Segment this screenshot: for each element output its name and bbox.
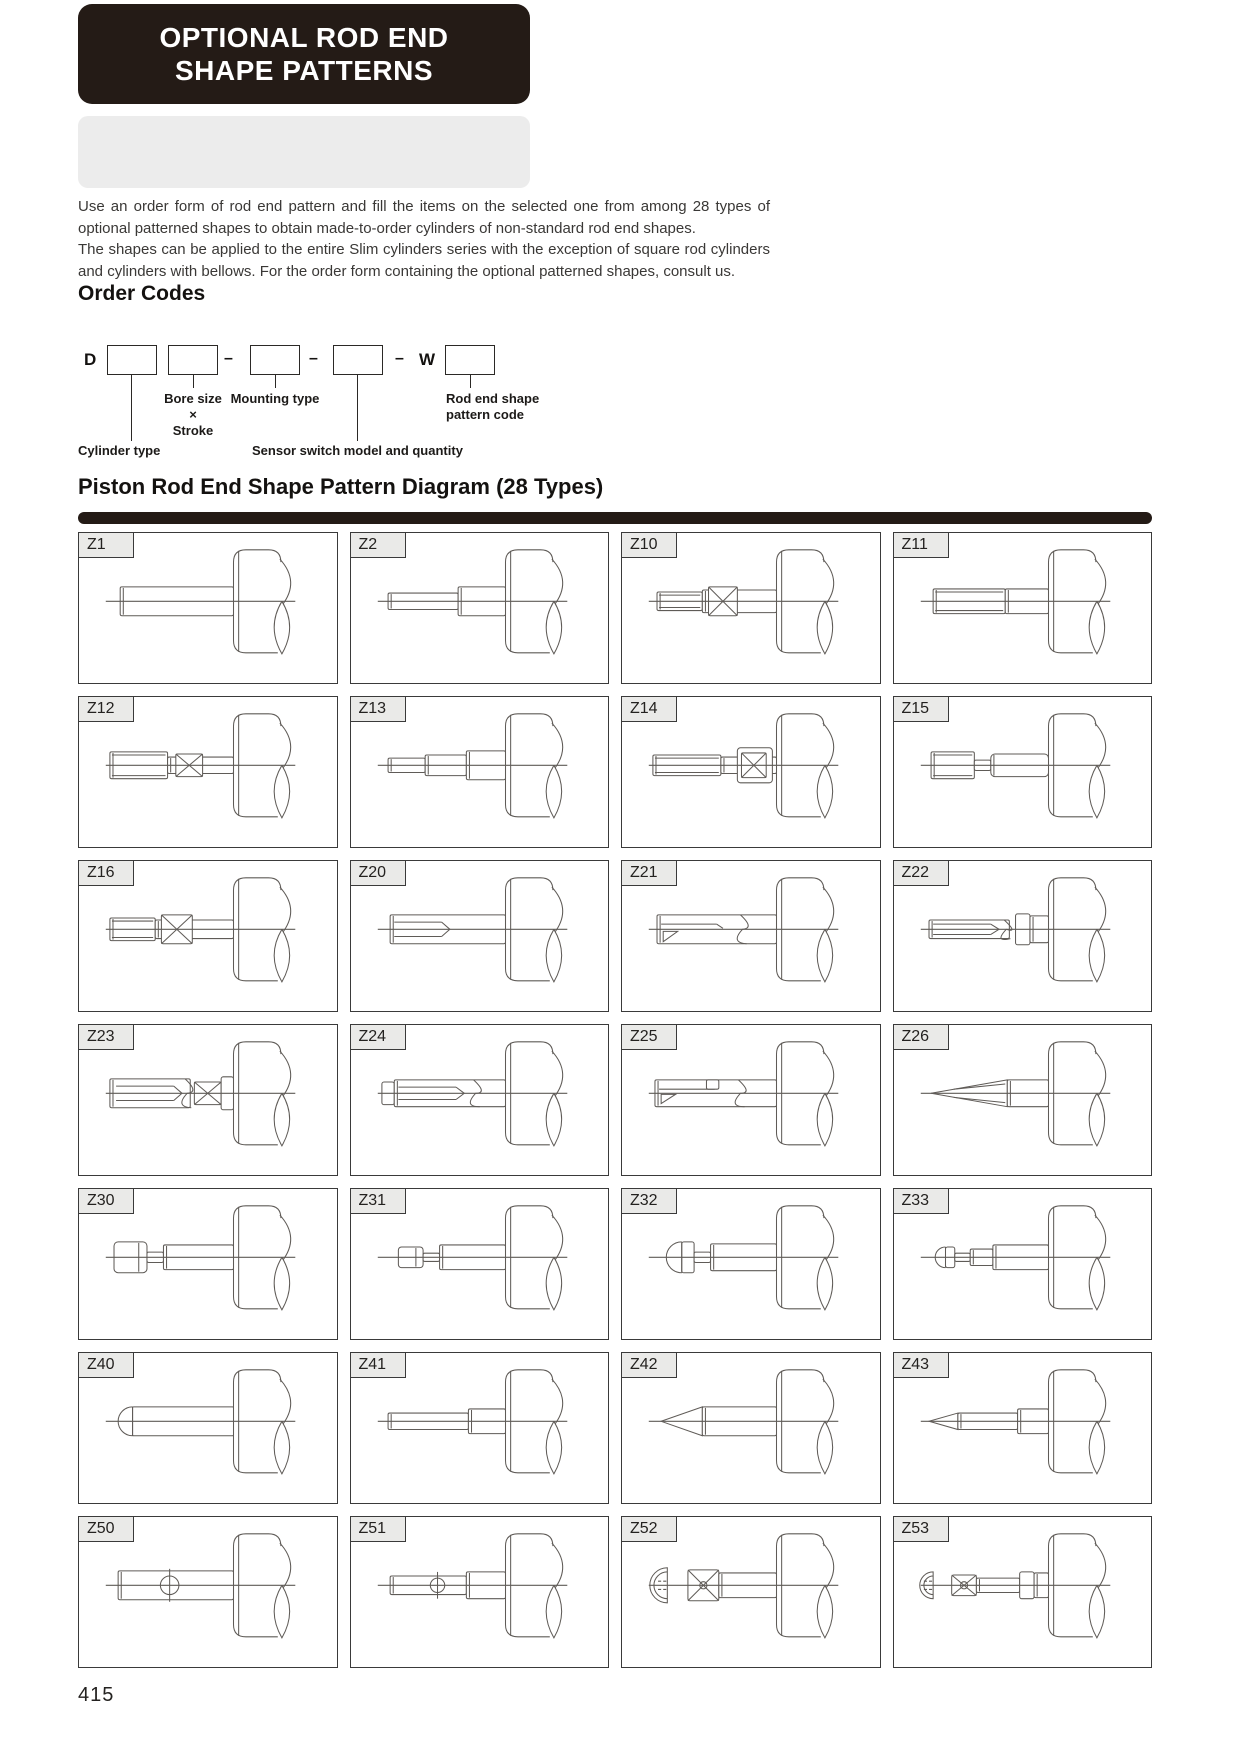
pattern-code-label: Z22 bbox=[893, 860, 949, 886]
pattern-cell-z14 bbox=[621, 696, 881, 848]
pattern-cell-z22 bbox=[893, 860, 1153, 1012]
pattern-code-label: Z43 bbox=[893, 1352, 949, 1378]
order-code-box-sensor-switch bbox=[333, 345, 383, 375]
intro-text bbox=[78, 196, 770, 282]
pattern-cell-z24 bbox=[350, 1024, 610, 1176]
pattern-code-label: Z16 bbox=[78, 860, 134, 886]
connector-line-rod-end bbox=[470, 375, 471, 388]
pattern-code-label: Z40 bbox=[78, 1352, 134, 1378]
connector-line-sensor-switch bbox=[357, 375, 358, 441]
page-title-line1: OPTIONAL ROD END bbox=[159, 22, 449, 53]
connector-line-mounting-type bbox=[275, 375, 276, 388]
pattern-code-label: Z26 bbox=[893, 1024, 949, 1050]
pattern-code-label: Z50 bbox=[78, 1516, 134, 1542]
pattern-code-label: Z14 bbox=[621, 696, 677, 722]
pattern-cell-z12 bbox=[78, 696, 338, 848]
pattern-code-label: Z11 bbox=[893, 532, 949, 558]
order-code-box-mounting-type bbox=[250, 345, 300, 375]
pattern-code-label: Z20 bbox=[350, 860, 406, 886]
page-title-box bbox=[78, 4, 530, 104]
pattern-code-label: Z51 bbox=[350, 1516, 406, 1542]
separator-dash-2: – bbox=[309, 350, 318, 367]
pattern-code-label: Z21 bbox=[621, 860, 677, 886]
pattern-cell-z31 bbox=[350, 1188, 610, 1340]
pattern-cell-z53 bbox=[893, 1516, 1153, 1668]
label-sensor-switch: Sensor switch model and quantity bbox=[252, 443, 463, 458]
pattern-cell-z21 bbox=[621, 860, 881, 1012]
pattern-code-label: Z30 bbox=[78, 1188, 134, 1214]
label-stroke: Stroke bbox=[172, 423, 214, 438]
order-codes-diagram bbox=[78, 345, 598, 470]
order-code-prefix-letter: D bbox=[84, 350, 97, 369]
label-rod-end-shape-line2: pattern code bbox=[446, 407, 525, 422]
header-blank-panel bbox=[78, 116, 530, 188]
pattern-code-label: Z10 bbox=[621, 532, 677, 558]
pattern-cell-z2 bbox=[350, 532, 610, 684]
pattern-code-label: Z42 bbox=[621, 1352, 677, 1378]
order-code-suffix-letter: W bbox=[419, 350, 436, 369]
pattern-code-label: Z52 bbox=[621, 1516, 677, 1542]
pattern-cell-z16 bbox=[78, 860, 338, 1012]
pattern-cell-z20 bbox=[350, 860, 610, 1012]
pattern-cell-z30 bbox=[78, 1188, 338, 1340]
page-title-line2: SHAPE PATTERNS bbox=[175, 55, 433, 86]
pattern-cell-z43 bbox=[893, 1352, 1153, 1504]
pattern-cell-z51 bbox=[350, 1516, 610, 1668]
order-code-box-rod-end-pattern bbox=[445, 345, 495, 375]
pattern-cell-z50 bbox=[78, 1516, 338, 1668]
pattern-cell-z11 bbox=[893, 532, 1153, 684]
pattern-code-label: Z31 bbox=[350, 1188, 406, 1214]
pattern-code-label: Z33 bbox=[893, 1188, 949, 1214]
connector-line-bore-stroke bbox=[193, 375, 194, 388]
pattern-code-label: Z23 bbox=[78, 1024, 134, 1050]
pattern-code-label: Z12 bbox=[78, 696, 134, 722]
pattern-cell-z33 bbox=[893, 1188, 1153, 1340]
pattern-cell-z15 bbox=[893, 696, 1153, 848]
pattern-code-label: Z41 bbox=[350, 1352, 406, 1378]
pattern-diagram-heading: Piston Rod End Shape Pattern Diagram (28 Types) bbox=[78, 474, 604, 499]
pattern-cell-z52 bbox=[621, 1516, 881, 1668]
pattern-code-label: Z32 bbox=[621, 1188, 677, 1214]
order-codes-heading: Order Codes bbox=[78, 282, 206, 305]
pattern-cell-z41 bbox=[350, 1352, 610, 1504]
separator-dash-3: – bbox=[395, 350, 404, 367]
pattern-cell-z32 bbox=[621, 1188, 881, 1340]
pattern-code-label: Z24 bbox=[350, 1024, 406, 1050]
label-bore-size: Bore size bbox=[164, 391, 222, 406]
pattern-cell-z42 bbox=[621, 1352, 881, 1504]
pattern-code-label: Z2 bbox=[350, 532, 406, 558]
pattern-grid bbox=[78, 532, 1152, 1668]
pattern-cell-z23 bbox=[78, 1024, 338, 1176]
label-mounting-type: Mounting type bbox=[230, 391, 320, 406]
page-number: 415 bbox=[78, 1684, 115, 1706]
pattern-code-label: Z53 bbox=[893, 1516, 949, 1542]
section-divider-bar bbox=[78, 512, 1152, 524]
order-code-box-bore-stroke bbox=[168, 345, 218, 375]
pattern-code-label: Z15 bbox=[893, 696, 949, 722]
separator-dash-1: – bbox=[224, 350, 233, 367]
pattern-cell-z1 bbox=[78, 532, 338, 684]
pattern-cell-z40 bbox=[78, 1352, 338, 1504]
label-times-sign: × bbox=[189, 407, 197, 422]
intro-paragraph-1: Use an order form of rod end pattern and fill the items on the selected one from among 28 types of optional patterned shapes to obtain made-to-order cylinders of non-standard rod end shapes. bbox=[78, 198, 770, 237]
pattern-cell-z13 bbox=[350, 696, 610, 848]
label-rod-end-shape-line1: Rod end shape bbox=[446, 391, 540, 406]
pattern-cell-z25 bbox=[621, 1024, 881, 1176]
pattern-code-label: Z1 bbox=[78, 532, 134, 558]
pattern-code-label: Z25 bbox=[621, 1024, 677, 1050]
pattern-cell-z10 bbox=[621, 532, 881, 684]
label-cylinder-type: Cylinder type bbox=[78, 443, 161, 458]
order-code-box-cylinder-type bbox=[107, 345, 157, 375]
pattern-code-label: Z13 bbox=[350, 696, 406, 722]
connector-line-cylinder-type bbox=[131, 375, 132, 441]
pattern-cell-z26 bbox=[893, 1024, 1153, 1176]
intro-paragraph-2: The shapes can be applied to the entire Slim cylinders series with the exception of square rod cylinders and cylinders with bellows. For the order form containing the optional patterned shapes, consult us. bbox=[78, 241, 770, 280]
